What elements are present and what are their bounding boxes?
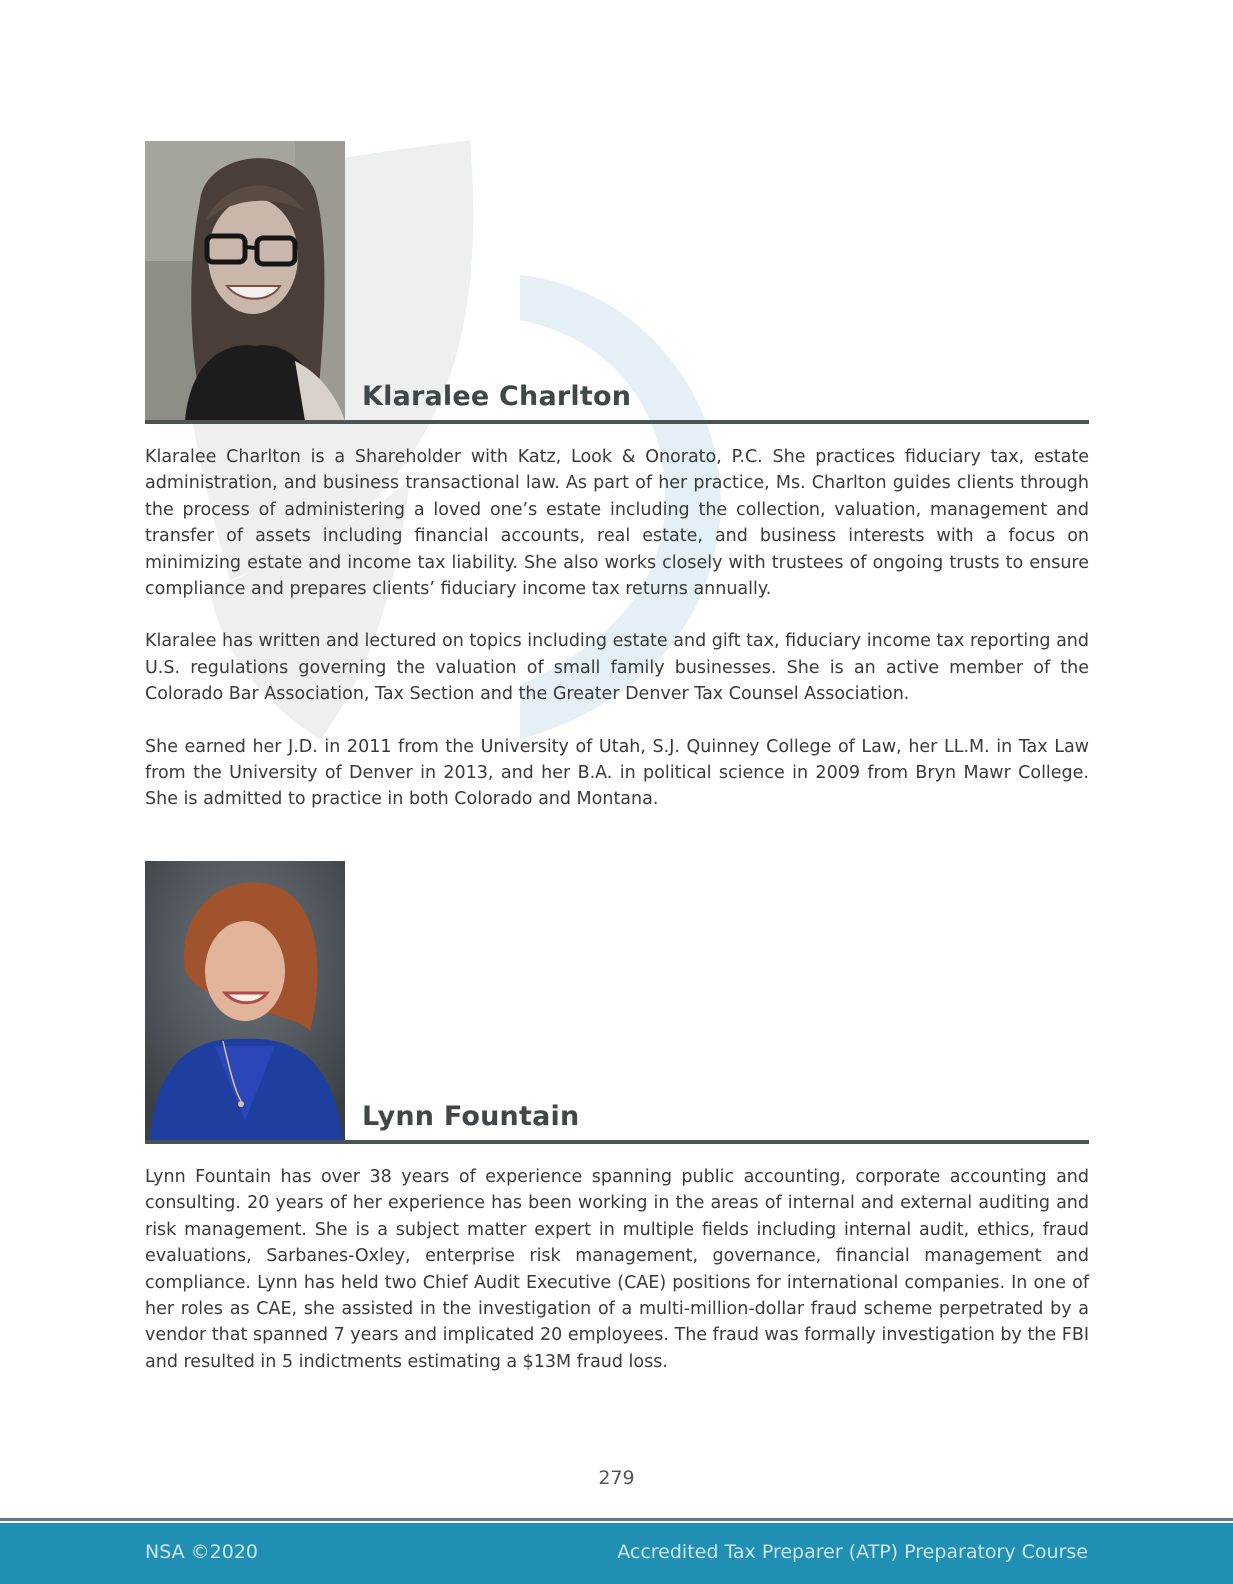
bio-klaralee-charlton — [145, 141, 1089, 839]
bio-paragraph: Klaralee Charlton is a Shareholder with Katz, Look & Onorato, P.C. She practices fiduciary tax, estate administration, and business transactional law. As part of her practice, Ms. Charlton guides clients through the process of administering a loved one’s estate including the collection, valuation, management and transfer of assets including financial accounts, real estate, and business interests with a focus on minimizing estate and income tax liability. She also works closely with trustees of ongoing trusts to ensure compliance and prepares clients’ fiduciary income tax returns annually. — [145, 447, 1089, 600]
bio-body — [145, 1144, 1089, 1375]
bio-name: Klaralee Charlton — [362, 381, 632, 412]
footer-copyright: NSA ©2020 — [145, 1541, 259, 1563]
page-number: 279 — [598, 1467, 635, 1489]
bio-paragraph: Klaralee has written and lectured on topics including estate and gift tax, fiduciary income tax reporting and U.S. regulations governing the valuation of small family businesses. She is an active member of the Colorado Bar Association, Tax Section and the Greater Denver Tax Counsel Association. — [145, 631, 1089, 705]
portrait-photo-klaralee — [145, 141, 345, 421]
footer-divider — [0, 1518, 1233, 1521]
bio-header — [145, 861, 1089, 1144]
bio-paragraph: She earned her J.D. in 2011 from the University of Utah, S.J. Quinney College of Law, her LL.M. in Tax Law from the University of Denver in 2013, and her B.A. in political science in 2009 from Bryn Mawr College. She is admitted to practice in both Colorado and Montana. — [145, 736, 1089, 810]
bio-body — [145, 424, 1089, 813]
portrait-photo-lynn — [145, 861, 345, 1141]
footer-bar — [0, 1523, 1233, 1584]
bio-paragraph: Lynn Fountain has over 38 years of experience spanning public accounting, corporate accounting and consulting. 20 years of her experience has been working in the areas of internal and external auditing and risk management. She is a subject matter expert in multiple fields including internal audit, ethics, fraud evaluations, Sarbanes-Oxley, enterprise risk management, governance, financial management and compliance. Lynn has held two Chief Audit Executive (CAE) positions for international companies. In one of her roles as CAE, she assisted in the investigation of a multi-million-dollar fraud scheme perpetrated by a vendor that spanned 7 years and implicated 20 employees. The fraud was formally investigation by the FBI and resulted in 5 indictments estimating a $13M fraud loss. — [145, 1167, 1089, 1372]
bio-name: Lynn Fountain — [362, 1101, 580, 1132]
bio-lynn-fountain — [145, 861, 1089, 1401]
bio-header — [145, 141, 1089, 424]
name-underline — [145, 420, 1089, 424]
footer-course-title: Accredited Tax Preparer (ATP) Preparatory Course — [617, 1541, 1088, 1563]
name-underline — [145, 1140, 1089, 1144]
